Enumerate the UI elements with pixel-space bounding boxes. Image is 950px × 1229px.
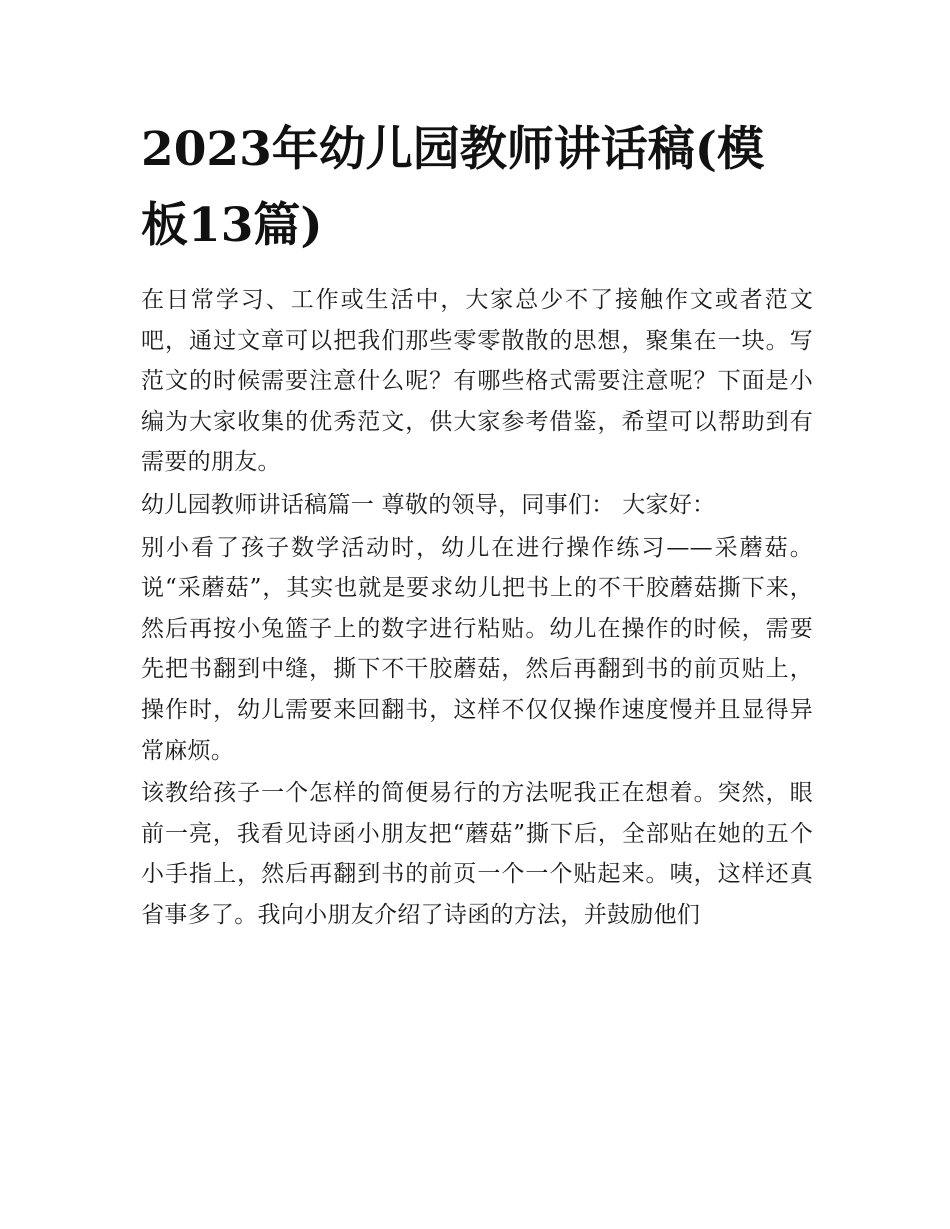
body-paragraph: 该教给孩子一个怎样的简便易行的方法呢我正在想着。突然，眼前一亮，我看见诗函小朋友把“蘑菇”撕下后，全部贴在她的五个小手指上，然后再翻到书的前页一个一个贴起来。咦，这样还真省事多了。我向小朋友介绍了诗函的方法，并鼓励他们 <box>141 780 813 928</box>
section-heading-paragraph: 幼儿园教师讲话稿篇一 尊敬的领导，同事们： 大家好： <box>141 491 716 518</box>
document-title: 2023年幼儿园教师讲话稿(模板13篇) <box>141 122 765 253</box>
intro-paragraph: 在日常学习、工作或生活中，大家总少不了接触作文或者范文吧，通过文章可以把我们那些零零散散的思想，聚集在一块。写范文的时候需要注意什么呢？有哪些格式需要注意呢？下面是小编为大家收集的优秀范文，供大家参考借鉴，希望可以帮助到有需要的朋友。 <box>141 287 813 476</box>
body-paragraph: 别小看了孩子数学活动时，幼儿在进行操作练习——采蘑菇。说“采蘑菇”，其实也就是要求幼儿把书上的不干胶蘑菇撕下来，然后再按小兔篮子上的数字进行粘贴。幼儿在操作的时候，需要先把书翻到中缝，撕下不干胶蘑菇，然后再翻到书的前页贴上，操作时，幼儿需要来回翻书，这样不仅仅操作速度慢并且显得异常麻烦。 <box>141 534 813 764</box>
document-body <box>141 280 813 936</box>
